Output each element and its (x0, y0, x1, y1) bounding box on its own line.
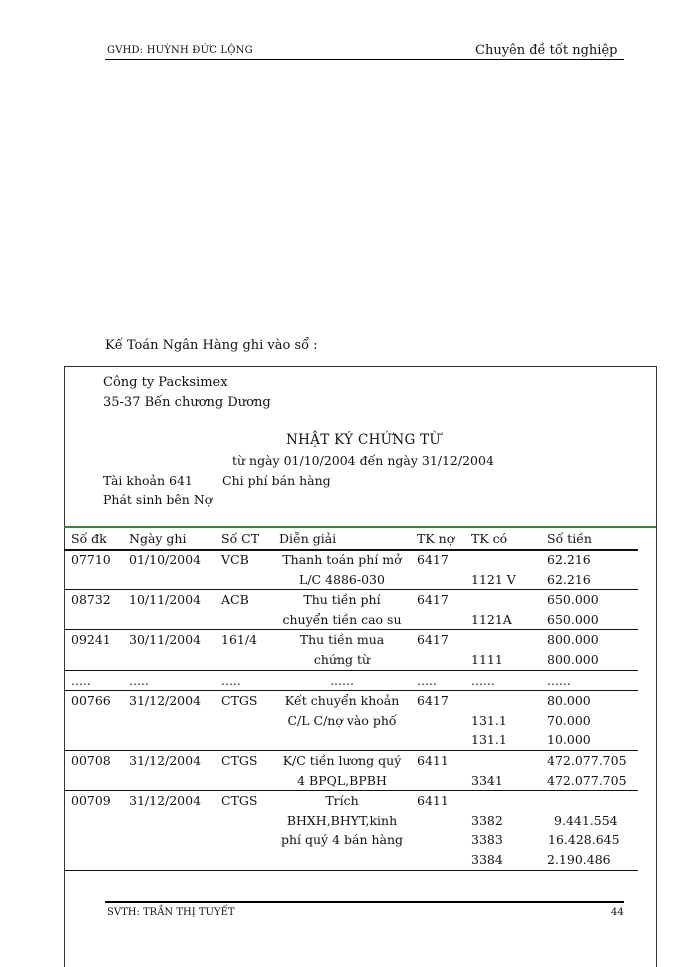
cell-so-ct: CTGS (221, 693, 258, 709)
row-rule (64, 790, 638, 791)
cell-tk-co: 131.1 (471, 712, 507, 728)
cell-ngay-ghi: ..... (129, 672, 149, 688)
cell-tk-no: 6417 (417, 552, 449, 567)
cell-so-tien: 472.077.705 (547, 772, 627, 788)
cell-dien-giai: 4 BPQL,BPBH (297, 772, 387, 788)
cell-so-tien: 9.441.554 (554, 812, 618, 828)
cell-so-tien: 62.216 (547, 571, 591, 587)
cell-so-dk: 09241 (71, 632, 111, 648)
journal-period: từ ngày 01/10/2004 đến ngày 31/12/2004 (232, 453, 494, 468)
cell-dien-giai: C/L C/nợ vào phố (287, 712, 397, 728)
header-rule (105, 59, 624, 60)
cell-tk-no: 6417 (417, 592, 449, 608)
cell-so-ct: CTGS (221, 753, 258, 768)
cell-tk-co: 1111 (471, 652, 503, 667)
cell-so-tien: 650.000 (547, 592, 599, 608)
cell-so-dk: 00708 (71, 753, 111, 768)
cell-tk-co: 131.1 (471, 732, 507, 748)
cell-so-dk: 07710 (71, 552, 111, 567)
footer-student: SVTH: TRẦN THỊ TUYẾT (107, 907, 235, 918)
cell-so-tien: 2.190.486 (547, 852, 611, 867)
row-rule (64, 870, 638, 871)
cell-tk-no: 6417 (417, 693, 449, 709)
column-header: Số đk (71, 531, 107, 546)
cell-so-ct: VCB (221, 552, 249, 567)
cell-dien-giai: Trích (325, 793, 359, 809)
row-rule (64, 629, 638, 630)
cell-so-tien: 800.000 (547, 632, 599, 648)
account-label: Tài khoản 641 (103, 473, 193, 488)
column-header: TK nợ (417, 531, 455, 546)
cell-so-tien: 16.428.645 (548, 832, 620, 848)
cell-so-tien: 800.000 (547, 652, 599, 667)
cell-so-tien: 10.000 (547, 732, 591, 748)
header-title: Chuyên đề tốt nghiệp (475, 43, 618, 58)
journal-side: Phát sinh bên Nợ (103, 492, 213, 507)
table-top-rule (64, 526, 656, 528)
cell-dien-giai: chuyển tiền cao su (282, 611, 402, 627)
row-rule (64, 670, 638, 671)
cell-so-tien: 70.000 (547, 712, 591, 728)
cell-tk-no: ..... (417, 672, 437, 688)
cell-dien-giai: L/C 4886-030 (299, 571, 385, 587)
company-name: Công ty Packsimex (103, 375, 228, 390)
cell-dien-giai: Thu tiền mua (299, 632, 385, 648)
account-name: Chi phí bán hàng (222, 473, 331, 488)
cell-so-tien: ...... (547, 672, 571, 688)
cell-ngay-ghi: 31/12/2004 (129, 693, 202, 709)
footer-rule (105, 901, 624, 903)
cell-so-tien: 62.216 (547, 552, 591, 567)
cell-tk-co: 1121 V (471, 571, 516, 587)
page-number: 44 (611, 907, 624, 918)
cell-tk-co: 1121A (471, 611, 512, 627)
cell-dien-giai: phí quý 4 bán hàng (280, 832, 404, 848)
cell-dien-giai: K/C tiền lương quý (282, 753, 402, 768)
cell-tk-co: 3341 (471, 772, 503, 788)
cell-tk-no: 6411 (417, 793, 449, 809)
column-header: Số tiền (547, 531, 592, 546)
cell-tk-co: ...... (471, 672, 495, 688)
cell-so-dk: 08732 (71, 592, 111, 608)
cell-ngay-ghi: 31/12/2004 (129, 753, 202, 768)
column-header: Số CT (221, 531, 260, 546)
cell-so-dk: 00709 (71, 793, 111, 809)
cell-so-ct: ..... (221, 672, 241, 688)
company-address: 35-37 Bến chương Dương (103, 395, 271, 410)
cell-tk-co: 3384 (471, 852, 503, 867)
cell-so-ct: CTGS (221, 793, 258, 809)
row-rule (64, 589, 638, 590)
cell-dien-giai: BHXH,BHYT,kinh (286, 812, 398, 828)
cell-ngay-ghi: 01/10/2004 (129, 552, 202, 567)
cell-so-tien: 80.000 (547, 693, 591, 709)
intro-text: Kế Toán Ngân Hàng ghi vào sổ : (105, 338, 318, 353)
cell-tk-co: 3382 (471, 812, 503, 828)
cell-so-ct: 161/4 (221, 632, 258, 648)
cell-ngay-ghi: 10/11/2004 (129, 592, 202, 608)
row-rule (64, 690, 638, 691)
cell-ngay-ghi: 30/11/2004 (129, 632, 202, 648)
cell-dien-giai: chứng từ (313, 652, 371, 667)
cell-tk-no: 6411 (417, 753, 449, 768)
cell-so-tien: 472.077.705 (547, 753, 627, 768)
cell-dien-giai: Thu tiền phí (303, 592, 381, 608)
cell-so-ct: ACB (221, 592, 249, 608)
cell-dien-giai: Thanh toán phí mở (282, 552, 402, 567)
header-instructor: GVHD: HUỲNH ĐỨC LỘNG (107, 45, 253, 56)
column-header: Ngày ghi (129, 531, 187, 546)
cell-so-dk: 00766 (71, 693, 111, 709)
column-header: Diễn giải (279, 531, 337, 546)
cell-so-tien: 650.000 (547, 611, 599, 627)
cell-ngay-ghi: 31/12/2004 (129, 793, 202, 809)
row-rule (64, 549, 638, 551)
column-header: TK có (471, 531, 508, 546)
cell-dien-giai: Kết chuyển khoản (284, 693, 400, 709)
journal-title: NHẬT KÝ CHỨNG TỪ (286, 432, 442, 448)
cell-tk-no: 6417 (417, 632, 449, 648)
cell-tk-co: 3383 (471, 832, 503, 848)
row-rule (64, 750, 638, 751)
cell-so-dk: ..... (71, 672, 91, 688)
cell-dien-giai: ...... (330, 672, 354, 688)
